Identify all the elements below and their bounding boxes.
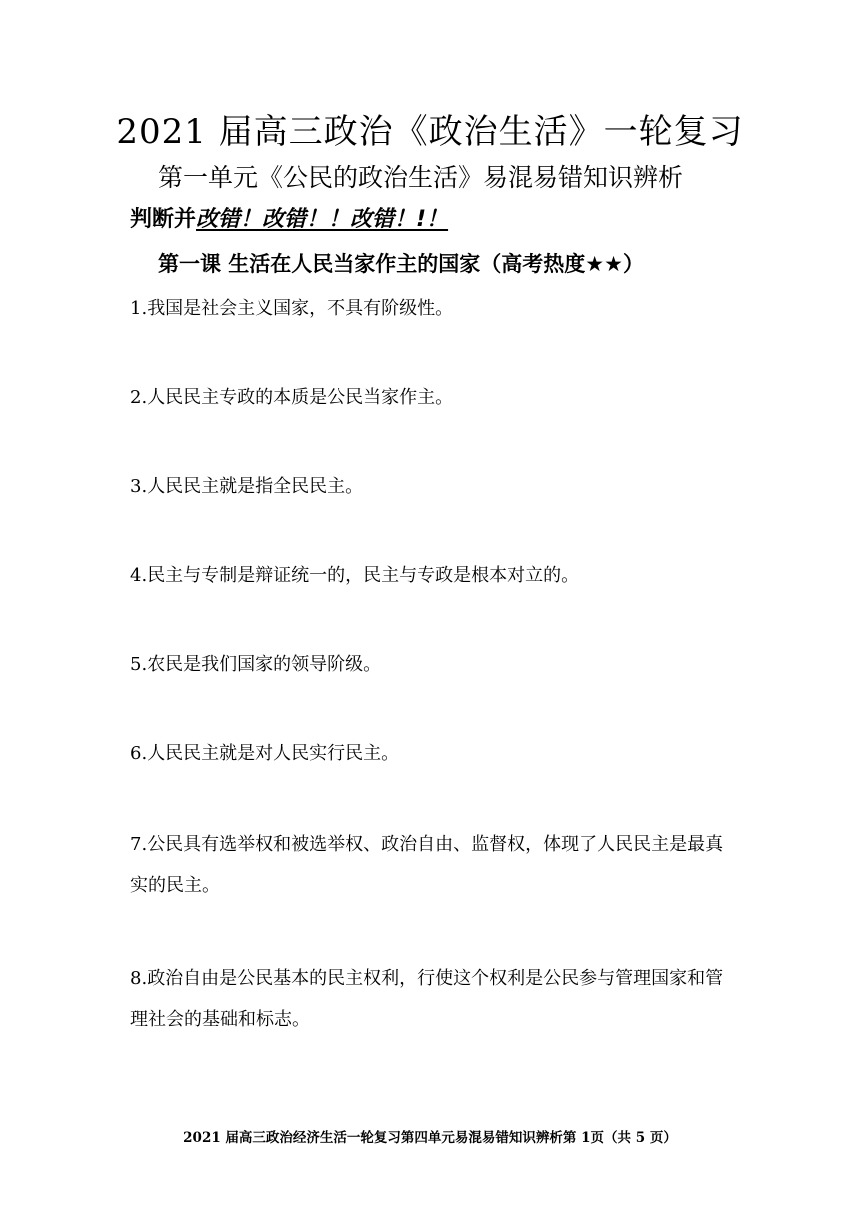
question-item <box>130 824 740 906</box>
question-number: 1. <box>130 298 148 319</box>
question-item <box>130 733 740 774</box>
question-number: 2. <box>130 387 148 408</box>
instruction-emphasis: 改错！改错！！改错！!！ <box>196 207 449 232</box>
question-number: 3. <box>130 476 148 497</box>
question-text: 人民民主就是对人民实行民主。 <box>147 743 400 764</box>
question-number: 7. <box>130 834 148 855</box>
question-text: 人民民主就是指全民民主。 <box>147 476 364 497</box>
question-text: 我国是社会主义国家，不具有阶级性。 <box>147 298 454 319</box>
question-text: 政治自由是公民基本的民主权利，行使这个权利是公民参与管理国家和管理社会的基础和标志。 <box>130 968 724 1030</box>
question-text: 农民是我们国家的领导阶级。 <box>147 654 382 675</box>
document-subtitle: 第一单元《公民的政治生活》易混易错知识辨析 <box>158 163 684 192</box>
question-item <box>130 466 740 507</box>
question-item <box>130 555 740 596</box>
instruction-line <box>130 202 448 233</box>
question-number: 5. <box>130 654 148 675</box>
question-number: 4. <box>130 565 148 586</box>
question-item <box>130 288 740 329</box>
question-item <box>130 958 740 1040</box>
question-text: 人民民主专政的本质是公民当家作主。 <box>147 387 454 408</box>
page-footer: 2021 届高三政治经济生活一轮复习第四单元易混易错知识辨析第 1页（共 5 页） <box>183 1130 677 1146</box>
question-number: 8. <box>130 968 148 989</box>
question-text: 民主与专制是辩证统一的，民主与专政是根本对立的。 <box>147 565 580 586</box>
instruction-prefix: 判断并 <box>130 207 197 232</box>
question-number: 6. <box>130 743 148 764</box>
document-title: 2021 届高三政治《政治生活》一轮复习 <box>116 112 744 152</box>
question-text: 公民具有选举权和被选举权、政治自由、监督权，体现了人民民主是最真实的民主。 <box>130 834 724 896</box>
question-item <box>130 377 740 418</box>
lesson-heading: 第一课 生活在人民当家作主的国家（高考热度★★） <box>158 252 644 276</box>
question-item <box>130 644 740 685</box>
